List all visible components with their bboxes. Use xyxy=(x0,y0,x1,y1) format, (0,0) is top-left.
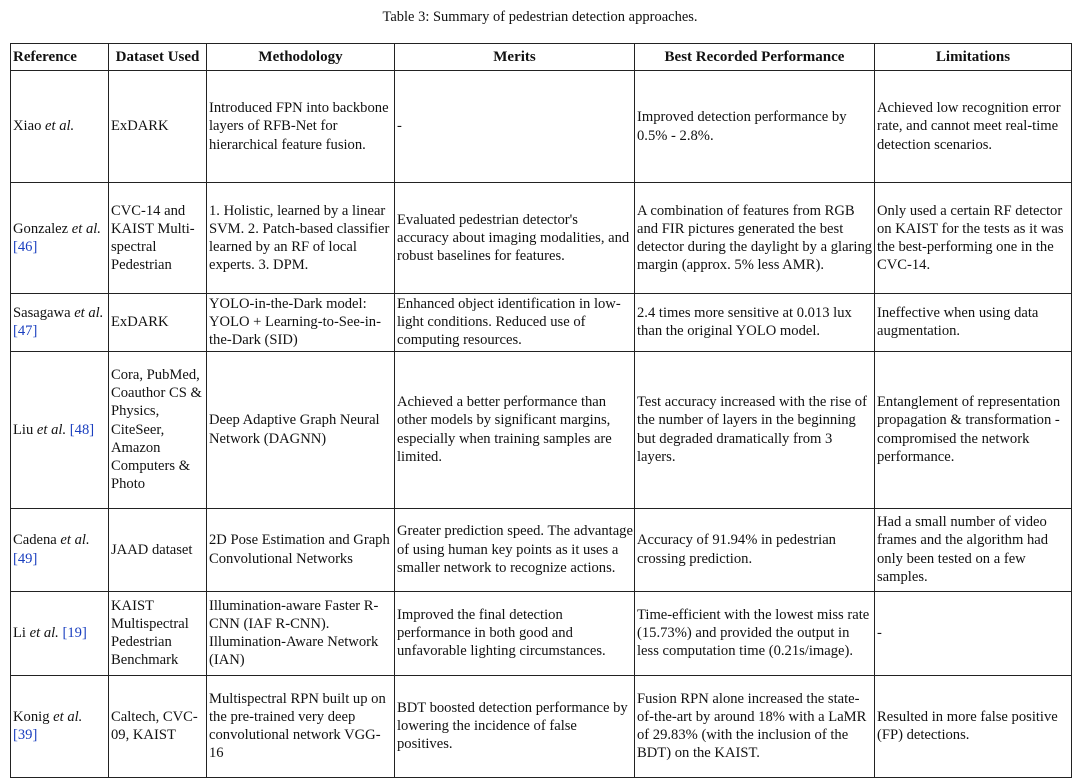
table-row xyxy=(11,591,1072,675)
merits-cell: BDT boosted detection performance by lowering the incidence of false positives. xyxy=(395,675,635,777)
ref-etal: et al. xyxy=(25,625,59,641)
ref-author: Xiao xyxy=(13,118,42,135)
citation-link[interactable]: [46] xyxy=(13,239,38,255)
reference-cell xyxy=(11,183,109,294)
citation-link[interactable]: [19] xyxy=(62,625,87,641)
ref-etal: et al. xyxy=(33,421,67,438)
table-row xyxy=(11,508,1072,591)
merits-cell: Enhanced object identification in low-light conditions. Reduced use of computing resources. xyxy=(395,294,635,352)
dataset-cell: Cora, PubMed, Coauthor CS & Physics, CiteSeer, Amazon Computers & Photo xyxy=(109,351,207,508)
reference-cell xyxy=(11,294,109,352)
methodology-cell: 1. Holistic, learned by a linear SVM. 2. Patch-based classifier learned by an RF of local experts. 3. DPM. xyxy=(207,183,395,294)
performance-cell: Test accuracy increased with the rise of the number of layers in the beginning but degraded dramatically from 3 layers. xyxy=(635,351,875,508)
dataset-cell: CVC-14 and KAIST Multi-spectral Pedestrian xyxy=(109,183,207,294)
limitations-cell: Ineffective when using data augmentation. xyxy=(875,294,1072,352)
dataset-cell: ExDARK xyxy=(109,294,207,352)
limitations-cell: Achieved low recognition error rate, and cannot meet real-time detection scenarios. xyxy=(875,71,1072,183)
reference-cell xyxy=(11,675,109,777)
table-row xyxy=(11,675,1072,777)
ref-etal: et al. xyxy=(49,708,83,725)
ref-etal: et al. xyxy=(70,305,104,322)
methodology-cell: Multispectral RPN built up on the pre-trained very deep convolutional network VGG-16 xyxy=(207,675,395,777)
table-row xyxy=(11,183,1072,294)
limitations-cell: Resulted in more false positive (FP) detections. xyxy=(875,675,1072,777)
table-caption: Table 3: Summary of pedestrian detection approaches. xyxy=(382,9,698,25)
citation-link[interactable]: [48] xyxy=(69,421,95,438)
header-merits: Merits xyxy=(395,44,635,71)
performance-cell: 2.4 times more sensitive at 0.013 lux than the original YOLO model. xyxy=(635,294,875,352)
dataset-cell: ExDARK xyxy=(109,71,207,183)
dataset-cell: KAIST Multispectral Pedestrian Benchmark xyxy=(109,591,207,675)
reference-cell xyxy=(11,71,109,183)
methodology-cell: Illumination-aware Faster R-CNN (IAF R-CNN). Illumination-Aware Network (IAN) xyxy=(207,591,395,675)
table-row xyxy=(11,294,1072,352)
merits-cell: Improved the final detection performance in both good and unfavorable lighting circumstances. xyxy=(395,591,635,675)
table-row xyxy=(11,71,1072,183)
header-performance: Best Recorded Performance xyxy=(635,44,875,71)
header-methodology: Methodology xyxy=(207,44,395,71)
dataset-cell: JAAD dataset xyxy=(109,508,207,591)
ref-etal: et al. xyxy=(68,220,101,237)
merits-cell: - xyxy=(395,71,635,183)
header-dataset: Dataset Used xyxy=(109,44,207,71)
merits-cell: Greater prediction speed. The advantage of using human key points as it uses a smaller network to recognize actions. xyxy=(395,508,635,591)
limitations-cell: Had a small number of video frames and the algorithm had only been tested on a few samples. xyxy=(875,508,1072,591)
performance-cell: Fusion RPN alone increased the state-of-the-art by around 18% with a LaMR of 29.83% (with the inclusion of the BDT) on the KAIST. xyxy=(635,675,875,777)
citation-link[interactable]: [39] xyxy=(13,727,38,744)
merits-cell: Evaluated pedestrian detector's accuracy about imaging modalities, and robust baselines for features. xyxy=(395,183,635,294)
performance-cell: Accuracy of 91.94% in pedestrian crossing prediction. xyxy=(635,508,875,591)
citation-link[interactable]: [49] xyxy=(13,550,38,567)
methodology-cell: YOLO-in-the-Dark model: YOLO + Learning-to-See-in-the-Dark (SID) xyxy=(207,294,395,352)
reference-cell xyxy=(11,591,109,675)
header-reference: Reference xyxy=(11,44,109,71)
ref-author: Li xyxy=(13,625,26,641)
ref-author: Gonzalez xyxy=(13,220,69,237)
header-limitations: Limitations xyxy=(875,44,1072,71)
performance-cell: Time-efficient with the lowest miss rate (15.73%) and provided the output in less computation time (0.21s/image). xyxy=(635,591,875,675)
dataset-cell: Caltech, CVC-09, KAIST xyxy=(109,675,207,777)
pedestrian-detection-table xyxy=(10,43,1072,778)
ref-author: Cadena xyxy=(13,532,57,549)
methodology-cell: Deep Adaptive Graph Neural Network (DAGNN) xyxy=(207,351,395,508)
limitations-cell: Entanglement of representation propagation & transformation - compromised the network performance. xyxy=(875,351,1072,508)
citation-link[interactable]: [47] xyxy=(13,323,38,340)
limitations-cell: Only used a certain RF detector on KAIST for the tests as it was the best-performing one in the CVC-14. xyxy=(875,183,1072,294)
reference-cell xyxy=(11,351,109,508)
ref-author: Sasagawa xyxy=(13,305,71,322)
table-header-row xyxy=(11,44,1072,71)
ref-author: Liu xyxy=(13,421,34,438)
ref-author: Konig xyxy=(13,708,50,725)
ref-etal: et al. xyxy=(56,532,90,549)
ref-etal: et al. xyxy=(41,118,75,135)
merits-cell: Achieved a better performance than other models by significant margins, especially when training samples are limited. xyxy=(395,351,635,508)
methodology-cell: Introduced FPN into backbone layers of RFB-Net for hierarchical feature fusion. xyxy=(207,71,395,183)
table-row xyxy=(11,351,1072,508)
performance-cell: A combination of features from RGB and FIR pictures generated the best detector during the daylight by a glaring margin (approx. 5% less AMR). xyxy=(635,183,875,294)
methodology-cell: 2D Pose Estimation and Graph Convolutional Networks xyxy=(207,508,395,591)
limitations-cell: - xyxy=(875,591,1072,675)
performance-cell: Improved detection performance by 0.5% - 2.8%. xyxy=(635,71,875,183)
reference-cell xyxy=(11,508,109,591)
